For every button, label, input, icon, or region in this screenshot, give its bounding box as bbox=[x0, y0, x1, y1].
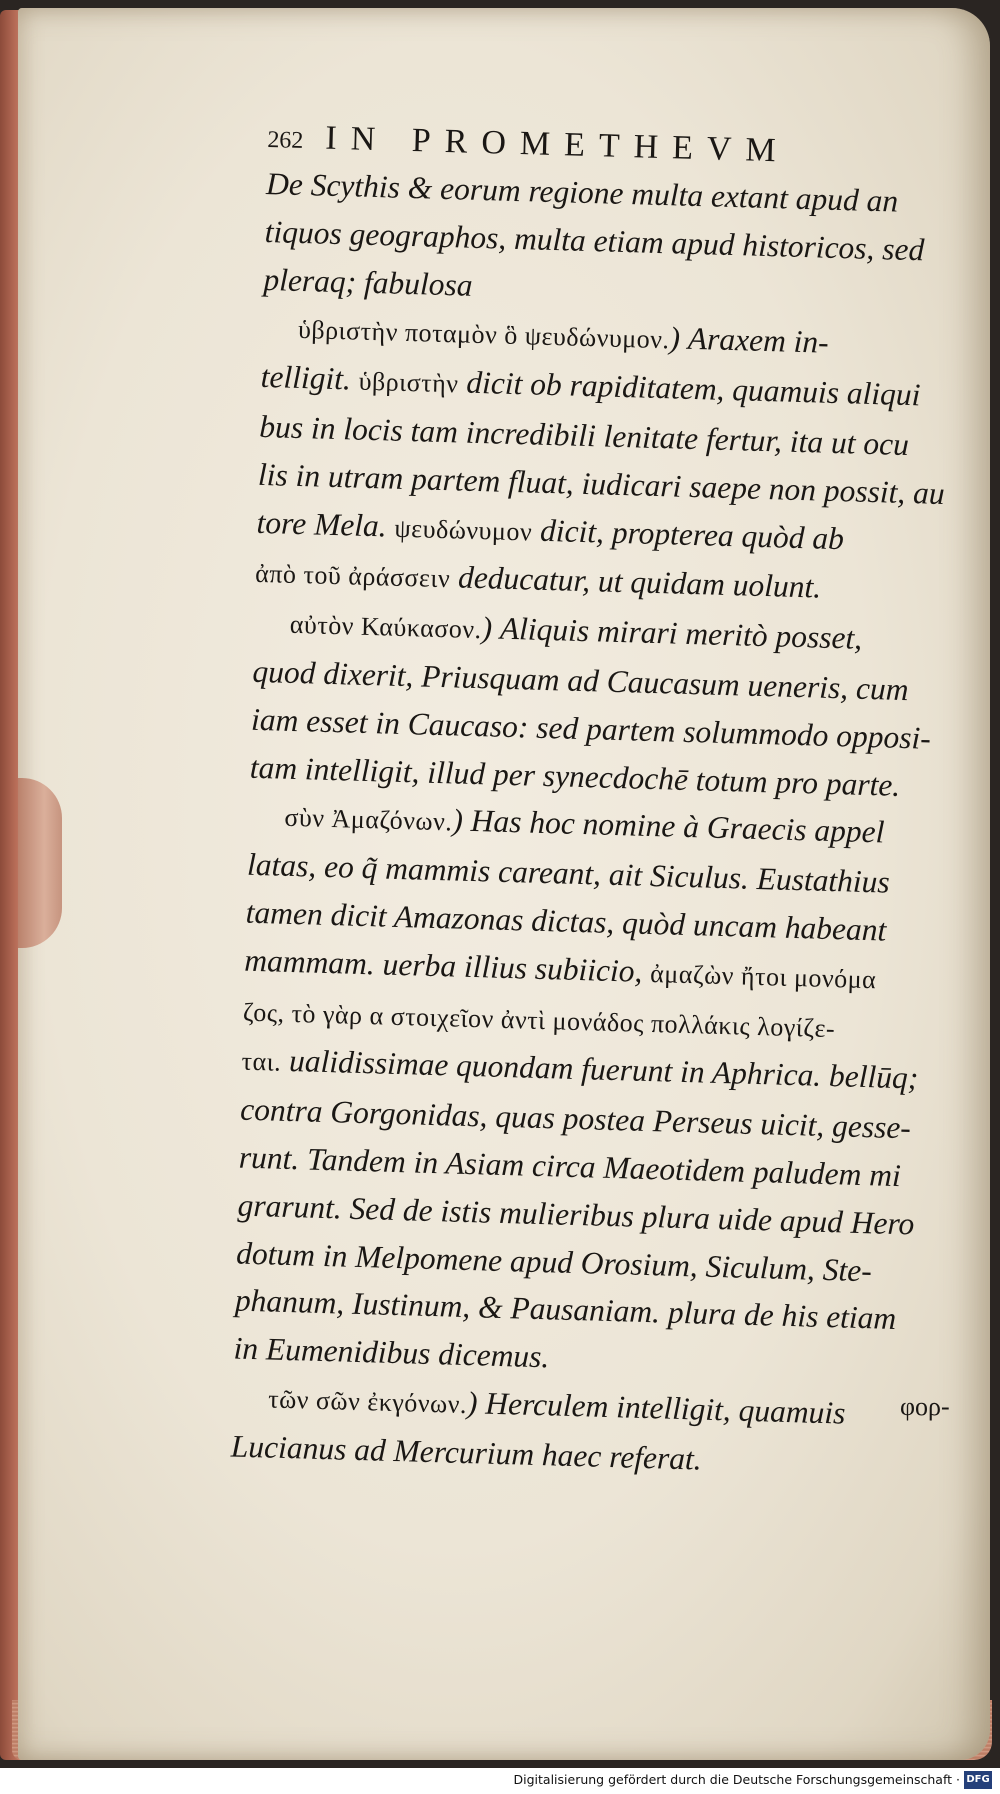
latin-text: tam intelligit, illud per synecdochē totum pro parte. bbox=[249, 749, 901, 803]
latin-text: dicit ob rapiditatem, quamuis aliqui bbox=[458, 364, 921, 413]
latin-text: Lucianus ad Mercurium haec referat. bbox=[230, 1428, 703, 1477]
page-clasp-shadow bbox=[18, 778, 62, 948]
running-head-title: IN PROMETHEVM bbox=[324, 119, 791, 170]
greek-text: ἀπὸ τοῦ ἀράσσειν bbox=[254, 559, 451, 594]
commentary-text bbox=[230, 160, 966, 1490]
greek-lemma: αὐτὸν Καύκασον. bbox=[289, 609, 482, 645]
latin-text: grarunt. Sed de istis mulieribus plura uide apud Hero bbox=[237, 1187, 915, 1242]
greek-lemma: σὺν Ἀμαζόνων. bbox=[284, 803, 453, 837]
latin-text: ) Araxem in- bbox=[669, 320, 830, 361]
dfg-logo: DFG bbox=[964, 1771, 992, 1789]
greek-lemma: ὑβριστὴν ποταμὸν ὃ ψευδώνυμον. bbox=[297, 315, 670, 355]
latin-text: tiquos geographos, multa etiam apud historicos, sed bbox=[264, 213, 925, 268]
latin-text: dicit, propterea quòd ab bbox=[531, 512, 845, 556]
latin-text: ) Aliquis mirari meritò posset, bbox=[481, 610, 863, 656]
latin-text: bus in locis tam incredibili lenitate fertur, ita ut ocu bbox=[258, 408, 910, 463]
latin-text: ) Herculem intelligit, quamuis bbox=[466, 1384, 846, 1431]
latin-text: dotum in Melpomene apud Orosium, Siculum, Ste- bbox=[235, 1235, 873, 1288]
greek-text: ψευδώνυμον bbox=[394, 513, 533, 547]
page-text-block bbox=[230, 118, 967, 1490]
page-number: 262 bbox=[267, 126, 304, 154]
latin-text: mammam. uerba illius subiicio, bbox=[243, 942, 651, 989]
catchword: φορ- bbox=[900, 1392, 950, 1421]
greek-text: ὑβριστὴν bbox=[358, 366, 459, 399]
greek-text: ἀμαζὼν ἤτοι μονόμα bbox=[649, 958, 877, 995]
latin-text: iam esset in Caucaso: sed partem solummodo opposi- bbox=[250, 701, 932, 756]
latin-text: lis in utram partem fluat, iudicari saepe non possit, au bbox=[257, 456, 946, 511]
latin-text: tore Mela. bbox=[256, 504, 396, 544]
latin-text: De Scythis & eorum regione multa extant apud an bbox=[265, 165, 899, 219]
greek-lemma: τῶν σῶν ἐκγόνων. bbox=[267, 1384, 468, 1419]
latin-text: contra Gorgonidas, quas postea Perseus uicit, gesse- bbox=[239, 1091, 912, 1146]
catchword-box bbox=[900, 1392, 950, 1422]
latin-text: in Eumenidibus dicemus. bbox=[233, 1330, 550, 1375]
latin-text: phanum, Iustinum, & Pausaniam. plura de his etiam bbox=[234, 1282, 897, 1337]
latin-text: latas, eo q̃ mammis careant, ait Siculus. Eustathius bbox=[246, 846, 891, 900]
latin-text: deducatur, ut quidam uolunt. bbox=[449, 559, 822, 605]
latin-text: ualidissimae quondam fuerunt in Aphrica. bellūq; bbox=[280, 1043, 919, 1096]
latin-text: quod dixerit, Priusquam ad Caucasum ueneris, cum bbox=[252, 653, 909, 708]
latin-text: runt. Tandem in Asiam circa Maeotidem paludem mi bbox=[238, 1139, 902, 1194]
latin-text: tamen dicit Amazonas dictas, quòd uncam habeant bbox=[245, 894, 887, 948]
latin-text: telligit. bbox=[260, 359, 360, 397]
footer-credit: Digitalisierung gefördert durch die Deutsche Forschungsgemeinschaft · bbox=[513, 1772, 960, 1787]
greek-text: ζος, τὸ γὰρ α στοιχεῖον ἀντὶ μονάδος πολλάκις λογίζε- bbox=[242, 997, 836, 1043]
latin-text: pleraq; fabulosa bbox=[263, 261, 474, 303]
digitization-footer bbox=[0, 1768, 1000, 1794]
greek-text: ται. bbox=[241, 1046, 282, 1078]
latin-text: ) Has hoc nomine à Graecis appel bbox=[451, 802, 885, 850]
